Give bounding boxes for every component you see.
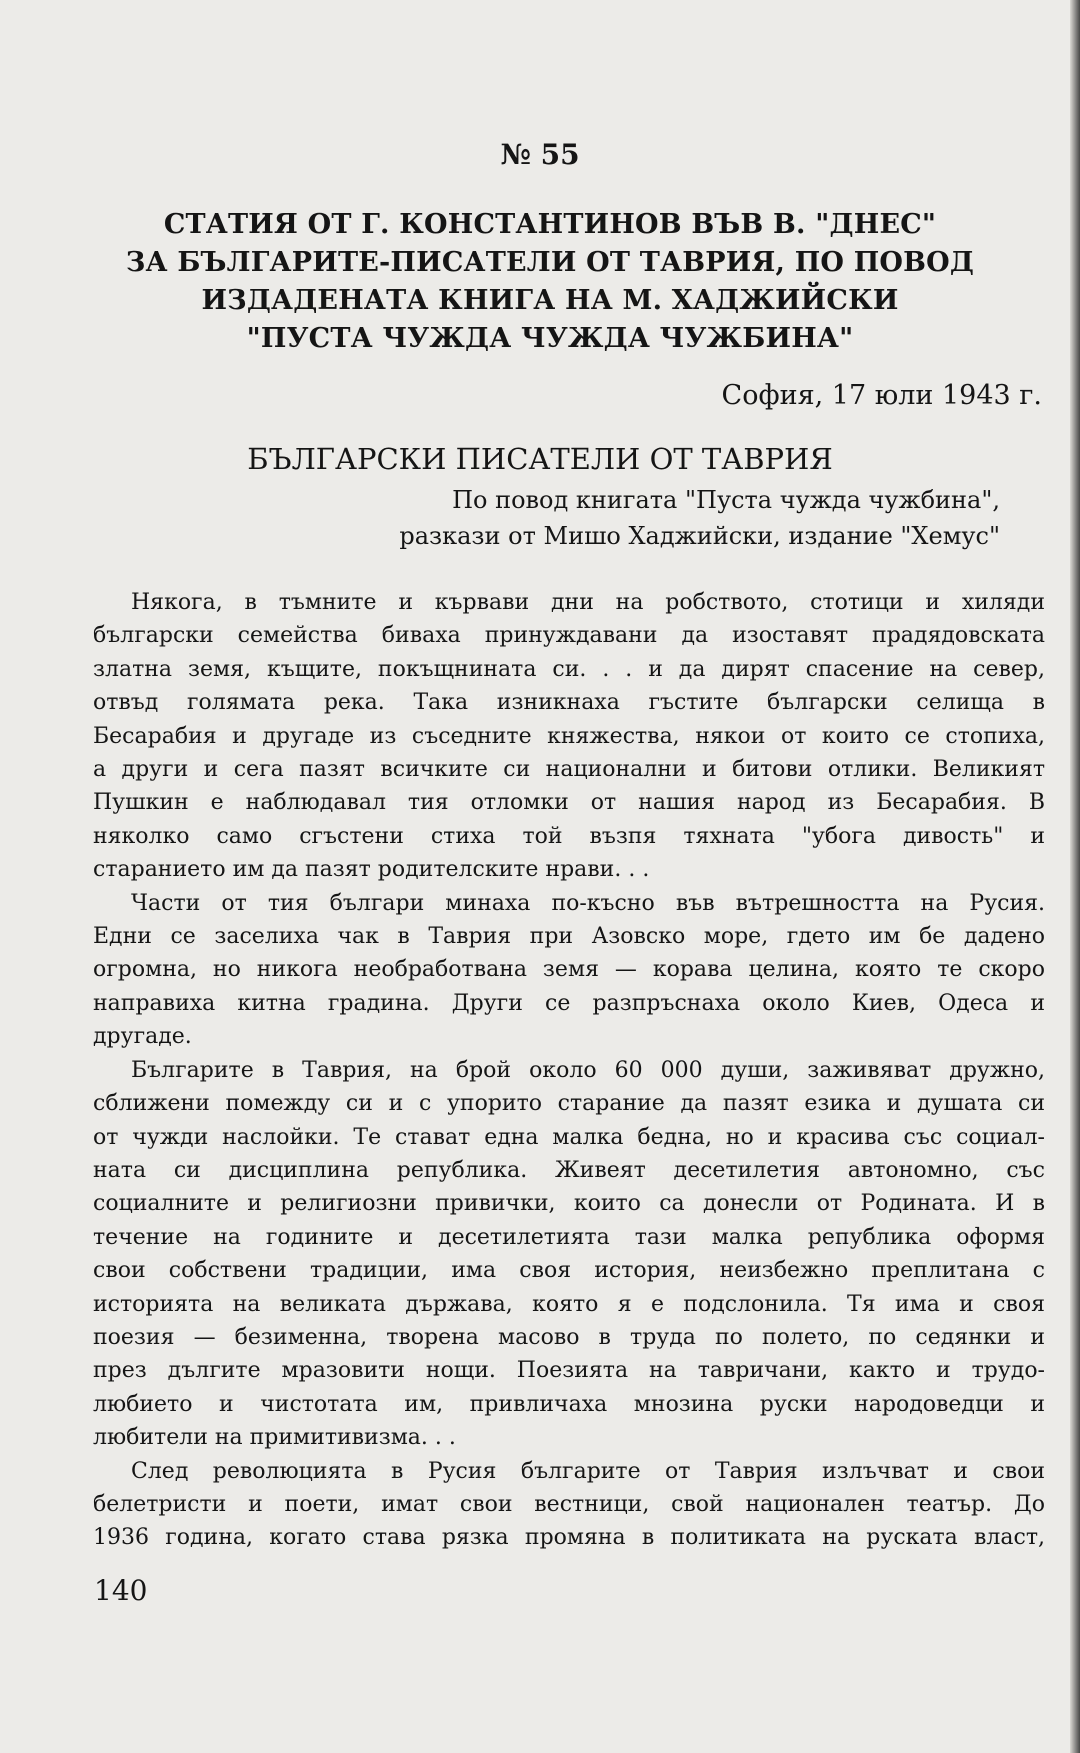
body-line: белетристи и поети, имат свои вестници, свой национален театър. До	[93, 1491, 1045, 1517]
heading-line: ЗА БЪЛГАРИТЕ-ПИСАТЕЛИ ОТ ТАВРИЯ, ПО ПОВОД	[125, 247, 975, 278]
body-line: огромна, но никога необработвана земя — корава целина, която те скоро	[93, 957, 1045, 983]
body-line: няколко само сгъстени стиха той възпя тяхната "убога дивость" и	[93, 823, 1045, 849]
subnote-line: По повод книгата "Пуста чужда чужбина",	[452, 486, 1000, 514]
body-line: 1936 година, когато става рязка промяна в политиката на руската власт,	[93, 1525, 1045, 1551]
body-line: социалните и религиозни привички, които са донесли от Родината. И в	[93, 1191, 1045, 1217]
body-line: свои собствени традиции, има своя история, неизбежно преплитана с	[93, 1258, 1045, 1284]
body-line: историята на великата държава, която я е подслонила. Тя има и своя	[93, 1291, 1045, 1317]
body-line: отвъд голямата река. Така изникнаха гъстите български селища в	[93, 690, 1045, 716]
article-title: БЪЛГАРСКИ ПИСАТЕЛИ ОТ ТАВРИЯ	[247, 442, 833, 476]
heading-line: СТАТИЯ ОТ Г. КОНСТАНТИНОВ ВЪВ В. "ДНЕС"	[163, 209, 937, 240]
body-line: поезия — безименна, творена масово в труда по полето, по седянки и	[93, 1324, 1045, 1350]
body-line: от чужди наслойки. Те стават една малка бедна, но и красива със социал-	[93, 1124, 1045, 1150]
body-line: Части от тия българи минаха по-късно във вътрешността на Русия.	[131, 890, 1045, 916]
body-line: български семейства биваха принуждавани да изоставят прадядовската	[93, 623, 1045, 649]
subnote-line: разкази от Мишо Хаджийски, издание "Хемус"	[399, 522, 1000, 550]
page-number: 140	[94, 1574, 148, 1607]
body-line: златна земя, къщите, покъщнината си. . . и да дирят спасение на север,	[93, 656, 1045, 682]
body-line: Българите в Таврия, на брой около 60 000 души, заживяват дружно,	[131, 1057, 1045, 1083]
document-heading	[120, 206, 980, 358]
article-body	[93, 586, 1045, 1555]
body-line: другаде.	[93, 1024, 192, 1050]
body-line: Едни се заселиха чак в Таврия при Азовско море, гдето им бе дадено	[93, 924, 1045, 950]
body-line: ната си дисциплина република. Живеят десетилетия автономно, със	[93, 1157, 1045, 1183]
body-line: Бесарабия и другаде из съседните княжества, някои от които се стопиха,	[93, 723, 1045, 749]
body-line: направиха китна градина. Други се разпръснаха около Киев, Одеса и	[93, 990, 1045, 1016]
body-line: Някога, в тъмните и кървави дни на робството, стотици и хиляди	[131, 590, 1045, 615]
body-line: течение на годините и десетилетията тази малка република оформя	[93, 1224, 1045, 1250]
document-number: № 55	[500, 138, 580, 171]
body-line: през дългите мразовити нощи. Поезията на тавричани, както и трудо-	[93, 1358, 1045, 1384]
body-line: любието и чистотата им, привличаха мнозина руски народоведци и	[93, 1391, 1045, 1417]
page-edge-shadow	[1070, 0, 1080, 1753]
body-line: сближени помежду си и с упорито старание да пазят езика и душата си	[93, 1091, 1045, 1117]
heading-line: ИЗДАДЕНАТА КНИГА НА М. ХАДЖИЙСКИ	[201, 285, 899, 316]
place-date: София, 17 юли 1943 г.	[721, 380, 1042, 411]
heading-line: "ПУСТА ЧУЖДА ЧУЖДА ЧУЖБИНА"	[246, 323, 854, 354]
body-line: старанието им да пазят родителските нрави. . .	[93, 857, 650, 883]
body-line: След революцията в Русия българите от Таврия излъчват и свои	[131, 1458, 1045, 1484]
body-line: любители на примитивизма. . .	[93, 1425, 456, 1451]
body-line: а други и сега пазят всичките си национални и битови отлики. Великият	[93, 757, 1045, 783]
body-line: Пушкин е наблюдавал тия отломки от нашия народ из Бесарабия. В	[93, 790, 1045, 816]
article-subnote	[399, 482, 1000, 554]
